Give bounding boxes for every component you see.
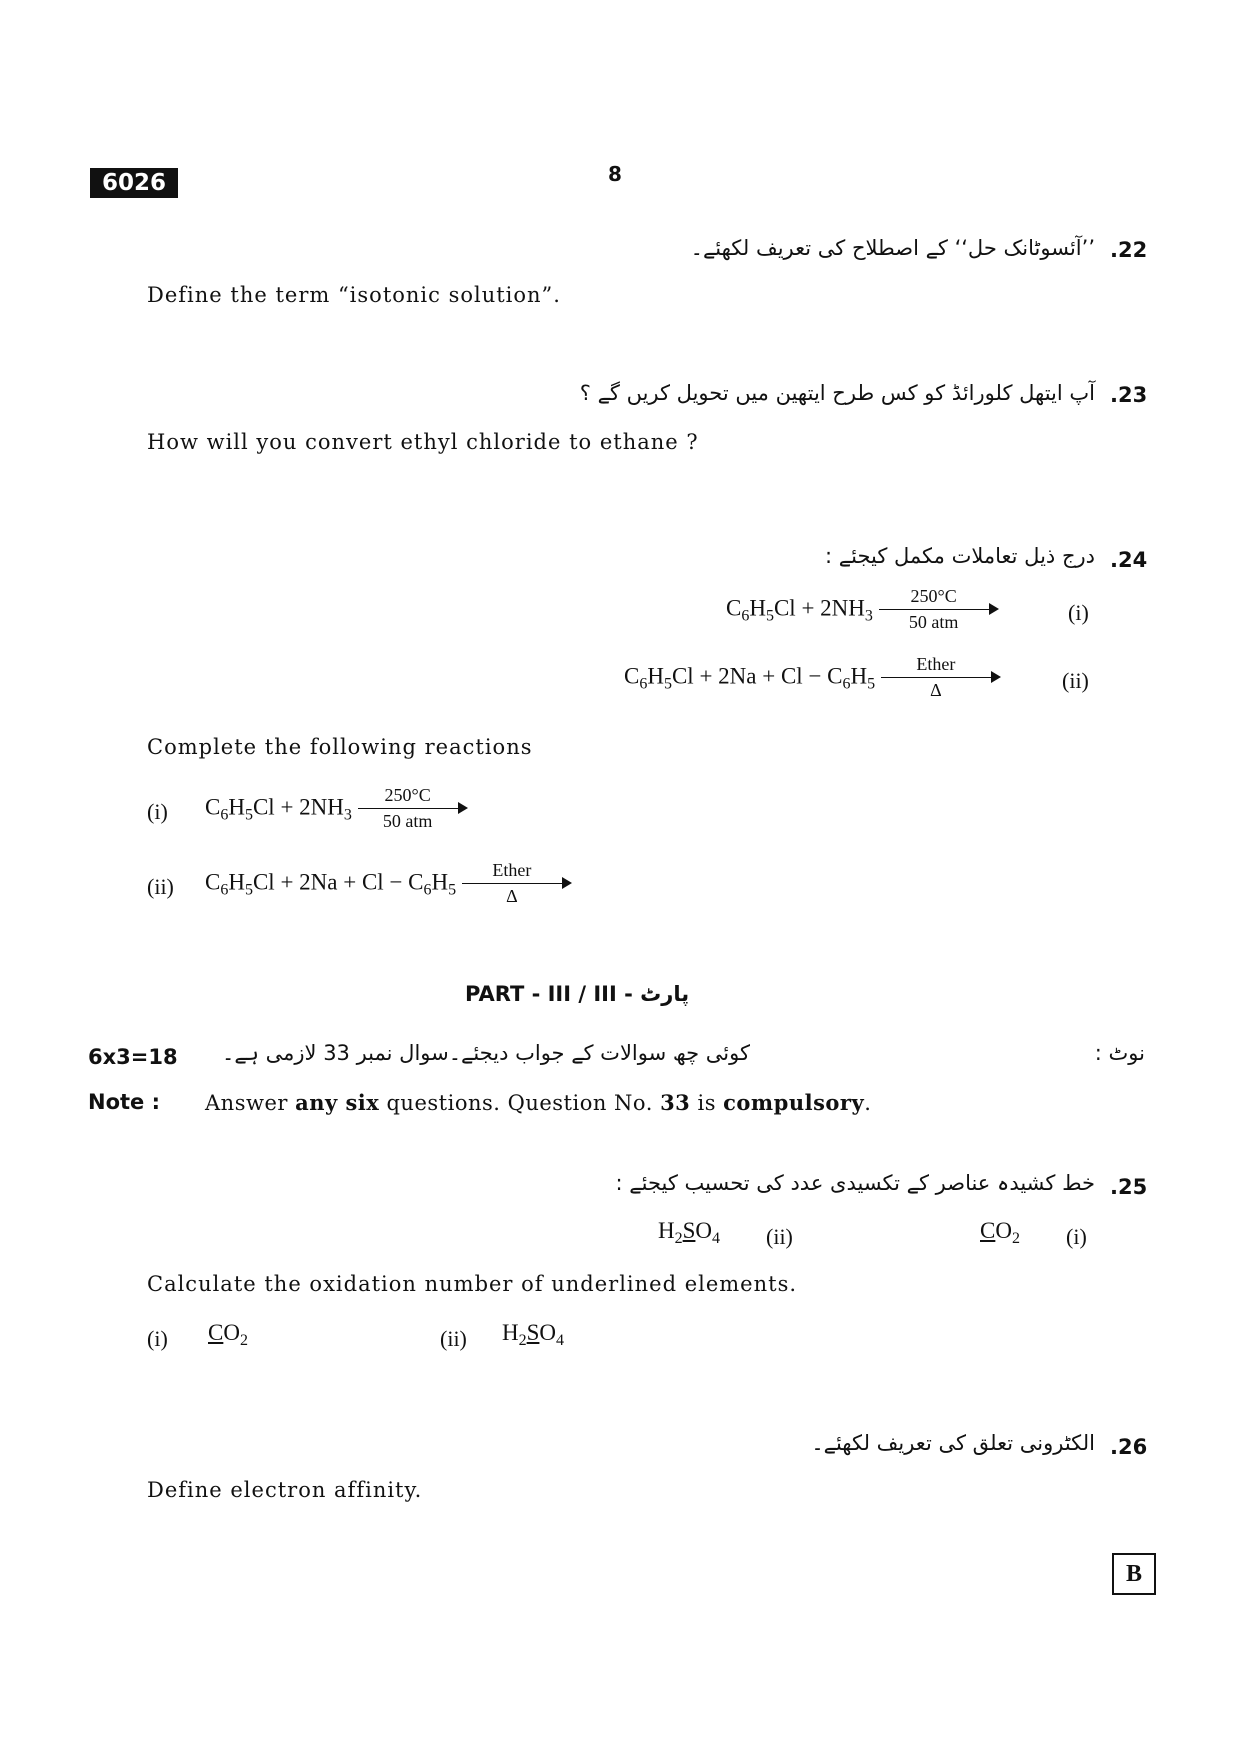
marks-allocation: 6x3=18	[88, 1045, 178, 1069]
arrow-condition-above: 250°C	[910, 586, 957, 606]
arrow-condition-above: 250°C	[384, 785, 431, 805]
formula-co2: $CO_2$	[208, 1320, 248, 1349]
question-english-text: Define the term “isotonic solution”.	[147, 283, 561, 307]
note-text: Answer any six questions. Question No. 33 is compulsory.	[205, 1090, 872, 1115]
question-english-text: Complete the following reactions	[147, 735, 533, 759]
reaction-arrow	[358, 785, 468, 831]
item-label: (ii)	[766, 1224, 793, 1249]
item-label: (i)	[147, 1326, 168, 1351]
reaction-urdu-ii: $C_6H_5Cl + 2Na + Cl - C_6H_5$ Ether Δ	[624, 658, 1001, 698]
note-urdu-label: نوٹ :	[1094, 1041, 1145, 1065]
booklet-series-box: B	[1112, 1553, 1156, 1595]
note-label: Note :	[88, 1090, 160, 1114]
page-number: 8	[608, 162, 622, 186]
item-label: (ii)	[440, 1326, 467, 1351]
note-urdu-text: کوئی چھ سوالات کے جواب دیجئے۔سوال نمبر 33 لازمی ہے۔	[222, 1041, 750, 1065]
question-english-text: How will you convert ethyl chloride to ethane ?	[147, 430, 699, 454]
item-label: (i)	[1066, 1224, 1087, 1249]
reaction-arrow	[462, 860, 572, 906]
reaction-english-i: $C_6H_5Cl + 2NH_3$ 250°C 50 atm	[205, 789, 468, 829]
part-heading: PART - III / III - پارٹ	[465, 982, 690, 1006]
reaction-label: (i)	[1068, 600, 1089, 625]
question-urdu-text: ’’آئسوٹانک حل‘‘ کے اصطلاح کی تعریف لکھئے۔	[690, 236, 1095, 260]
reaction-arrow	[881, 654, 1001, 700]
paper-code: 6026	[90, 168, 178, 198]
reaction-label: (ii)	[1062, 668, 1089, 693]
question-number: .24	[1110, 548, 1148, 572]
question-urdu-text: درج ذیل تعاملات مکمل کیجئے :	[825, 544, 1095, 568]
arrow-condition-below: Δ	[930, 680, 942, 700]
formula-h2so4: $H_2SO_4$	[658, 1218, 721, 1247]
question-english-text: Define electron affinity.	[147, 1478, 423, 1502]
question-english-text: Calculate the oxidation number of underlined elements.	[147, 1272, 798, 1296]
reaction-arrow	[879, 586, 999, 632]
question-urdu-text: الکٹرونی تعلق کی تعریف لکھئے۔	[811, 1431, 1095, 1455]
reaction-urdu-i: $C_6H_5Cl + 2NH_3$ 250°C 50 atm	[726, 590, 999, 630]
question-number: .25	[1110, 1175, 1148, 1199]
question-number: .22	[1110, 238, 1148, 262]
question-number: .23	[1110, 383, 1148, 407]
arrow-condition-above: Ether	[492, 860, 532, 880]
reaction-label: (i)	[147, 799, 168, 824]
question-urdu-text: آپ ایتھل کلورائڈ کو کس طرح ایتھین میں تحویل کریں گے ؟	[579, 381, 1095, 405]
question-number: .26	[1110, 1435, 1148, 1459]
formula-h2so4: $H_2SO_4$	[502, 1320, 565, 1349]
reaction-english-ii: $C_6H_5Cl + 2Na + Cl - C_6H_5$ Ether Δ	[205, 864, 572, 904]
question-urdu-text: خط کشیدہ عناصر کے تکسیدی عدد کی تحسیب کیجئے :	[615, 1171, 1095, 1195]
formula-co2: $CO_2$	[980, 1218, 1020, 1247]
arrow-condition-below: Δ	[506, 886, 518, 906]
arrow-condition-above: Ether	[916, 654, 956, 674]
arrow-condition-below: 50 atm	[908, 612, 959, 632]
reaction-label: (ii)	[147, 874, 174, 899]
arrow-condition-below: 50 atm	[382, 811, 433, 831]
